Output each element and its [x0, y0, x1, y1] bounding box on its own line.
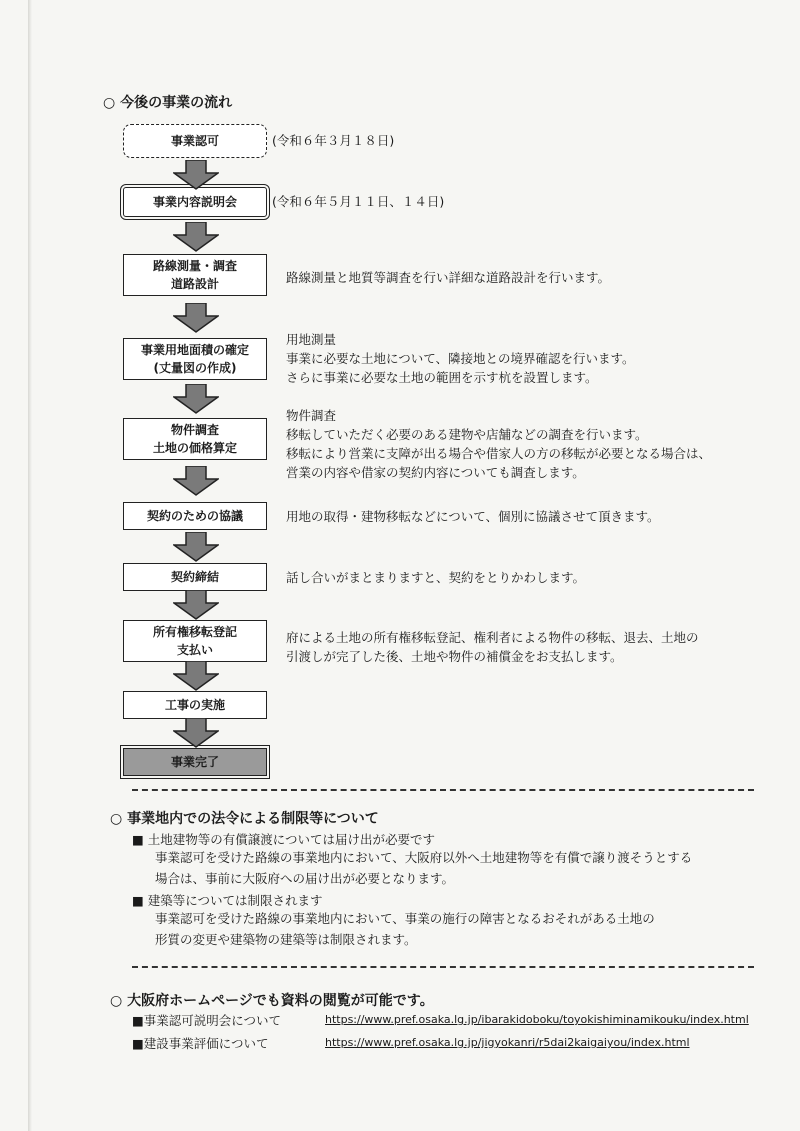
restriction-heading-building: ■ 建築等については制限されます	[132, 893, 323, 908]
flow-box-route-survey	[123, 254, 267, 296]
url-evaluation-link[interactable]: https://www.pref.osaka.lg.jp/jigyokanri/r5dai2kaigaiyou/index.html	[325, 1036, 690, 1049]
down-arrow-icon	[173, 532, 219, 562]
flow-box-property-survey	[123, 418, 267, 460]
flow-note-briefing-dates: (令和６年５月１１日、１４日)	[272, 194, 445, 209]
desc-line: さらに事業に必要な土地の範囲を示す杭を設置します。	[286, 370, 598, 385]
down-arrow-icon	[173, 466, 219, 496]
flow-box-registration-payment	[123, 620, 267, 662]
flow-box-label: 事業完了	[170, 755, 219, 769]
flow-box-label-line: 所有権移転登記	[152, 625, 237, 639]
flow-box-label: 事業内容説明会	[152, 195, 237, 209]
restriction-body-building	[155, 908, 655, 950]
desc-line: 話し合いがまとまりますと、契約をとりかわします。	[286, 570, 586, 585]
desc-line: 移転していただく必要のある建物や店舗などの調査を行います。	[286, 427, 648, 442]
desc-line: 用地測量	[286, 332, 337, 347]
down-arrow-icon	[173, 661, 219, 691]
flow-desc-route-survey	[286, 268, 610, 287]
flow-desc-registration-payment	[286, 628, 699, 666]
desc-line: 用地の取得・建物移転などについて、個別に協議させて頂きます。	[286, 509, 660, 524]
flow-box-project-approval	[123, 124, 267, 158]
flow-box-label: 事業認可	[170, 134, 219, 148]
desc-line: 移転により営業に支障が出る場合や借家人の方の移転が必要となる場合は、	[286, 446, 712, 461]
down-arrow-icon	[173, 384, 219, 414]
flow-box-label-line: 路線測量・調査	[152, 259, 237, 273]
body-line: 事業認可を受けた路線の事業地内において、大阪府以外へ土地建物等を有償で譲り渡そうとする	[155, 850, 693, 865]
flow-box-construction	[123, 691, 267, 719]
body-line: 事業認可を受けた路線の事業地内において、事業の施行の障害となるおそれがある土地の	[155, 911, 655, 926]
desc-line: 引渡しが完了した後、土地や物件の補償金をお支払します。	[286, 649, 623, 664]
flow-box-label: 契約締結	[170, 570, 219, 584]
flow-desc-land-area	[286, 330, 635, 387]
flow-box-land-area	[123, 338, 267, 380]
restriction-heading-transfer: ■ 土地建物等の有償譲渡については届け出が必要です	[132, 832, 436, 847]
flow-desc-negotiation	[286, 507, 660, 526]
flow-box-label-line: 支払い	[176, 643, 213, 657]
flow-desc-contract	[286, 568, 585, 587]
section-divider	[132, 789, 754, 791]
section-title-website: ○ 大阪府ホームページでも資料の閲覧が可能です。	[110, 993, 434, 1009]
page-edge	[28, 0, 32, 1131]
section-title-flow: ○ 今後の事業の流れ	[103, 95, 233, 111]
down-arrow-icon	[173, 222, 219, 252]
desc-line: 府による土地の所有権移転登記、権利者による物件の移転、退去、土地の	[286, 630, 699, 645]
flow-note-approval-date: (令和６年３月１８日)	[272, 133, 395, 148]
restriction-body-transfer	[155, 847, 692, 889]
section-title-restrictions: ○ 事業地内での法令による制限等について	[110, 811, 379, 827]
flow-box-negotiation	[123, 502, 267, 530]
flow-box-label-line: 物件調査	[170, 423, 219, 437]
flow-box-label-line: (丈量図の作成)	[153, 361, 237, 375]
flow-box-label-line: 土地の価格算定	[152, 441, 237, 455]
body-line: 場合は、事前に大阪府への届け出が必要となります。	[155, 871, 455, 886]
desc-line: 事業に必要な土地について、隣接地との境界確認を行います。	[286, 351, 635, 366]
down-arrow-icon	[173, 160, 219, 190]
flow-box-label: 契約のための協議	[146, 509, 243, 523]
down-arrow-icon	[173, 303, 219, 333]
link-label-evaluation: ■建設事業評価について	[132, 1036, 269, 1051]
desc-line: 路線測量と地質等調査を行い詳細な道路設計を行います。	[286, 270, 611, 285]
flow-box-label-line: 道路設計	[170, 277, 219, 291]
url-briefing-link[interactable]: https://www.pref.osaka.lg.jp/ibarakidoboku/toyokishiminamikouku/index.html	[325, 1013, 749, 1026]
flow-box-completion	[123, 748, 267, 776]
section-divider	[132, 966, 754, 968]
flow-box-contract	[123, 563, 267, 591]
flow-desc-property-survey	[286, 406, 711, 482]
desc-line: 営業の内容や借家の契約内容についても調査します。	[286, 465, 585, 480]
link-label-briefing: ■事業認可説明会について	[132, 1013, 282, 1028]
flow-box-label: 工事の実施	[164, 698, 225, 712]
down-arrow-icon	[173, 590, 219, 620]
flow-box-briefing-session	[123, 187, 267, 217]
down-arrow-icon	[173, 718, 219, 748]
body-line: 形質の変更や建築物の建築等は制限されます。	[155, 932, 417, 947]
desc-line: 物件調査	[286, 408, 337, 423]
flow-box-label-line: 事業用地面積の確定	[140, 343, 249, 357]
